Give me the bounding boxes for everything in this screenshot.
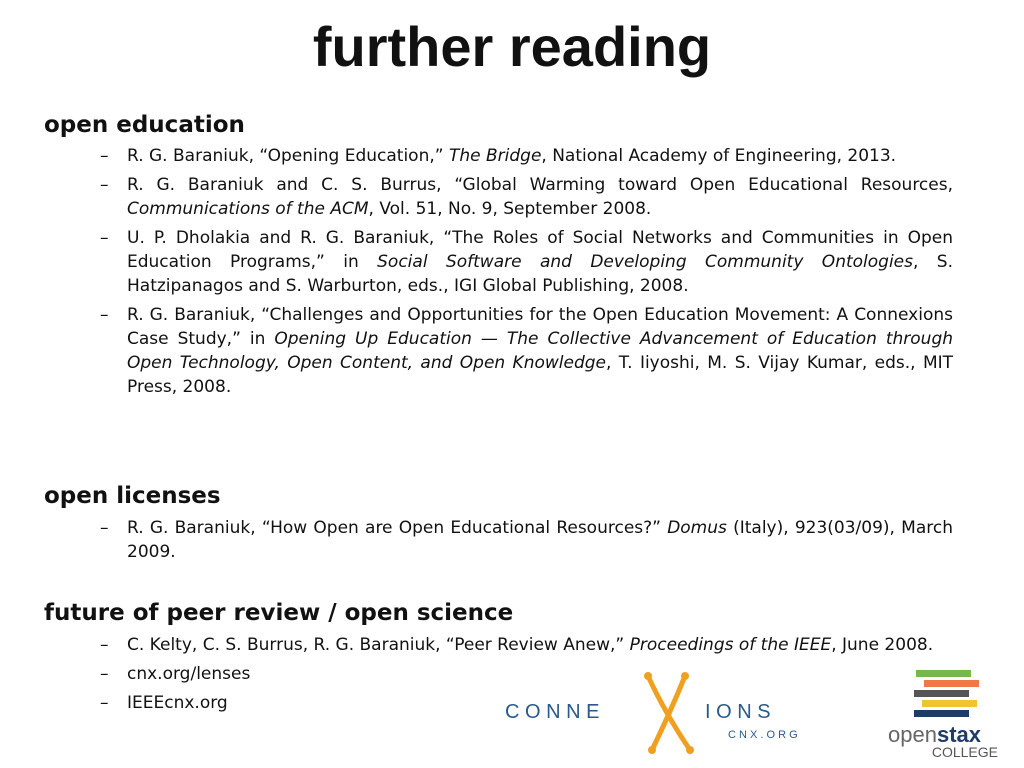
- openstax-wordmark-open: open: [888, 722, 937, 747]
- openstax-stack-icon: [914, 670, 979, 717]
- reference-text: R. G. Baraniuk, “How Open are Open Educational Resources?”: [127, 518, 668, 538]
- connexions-x-icon: [644, 672, 694, 754]
- list-dash: –: [100, 175, 109, 195]
- reference-publication: Social Software and Developing Community Ontologies: [377, 252, 913, 272]
- section-heading-open-education: open education: [44, 112, 245, 138]
- reference-item: [100, 226, 953, 298]
- reference-publication: Communications of the ACM: [127, 199, 369, 219]
- reference-link-text: IEEEcnx.org: [127, 693, 228, 713]
- connexions-logo: [500, 668, 825, 758]
- reference-text: R. G. Baraniuk and C. S. Burrus, “Global Warming toward Open Educational Resources,: [127, 175, 953, 195]
- list-dash: –: [100, 228, 109, 248]
- list-dash: –: [100, 635, 109, 655]
- reference-publication: Domus: [667, 518, 727, 538]
- reference-text: R. G. Baraniuk, “Challenges and Opportunities for the Open Education Movement: A Connexions Case Study,” in: [127, 305, 953, 349]
- reference-text: U. P. Dholakia and R. G. Baraniuk, “The Roles of Social Networks and Communities in Open Education Programs,” in: [127, 228, 953, 272]
- openstax-wordmark-stax: stax: [936, 722, 981, 747]
- connexions-wordmark-right: I O N S: [705, 701, 771, 723]
- reference-details: , S. Hatzipanagos and S. Warburton, eds., IGI Global Publishing, 2008.: [127, 252, 954, 296]
- openstax-college-logo: [884, 668, 1004, 760]
- list-dash: –: [100, 693, 109, 713]
- reference-details: , Vol. 51, No. 9, September 2008.: [368, 199, 652, 219]
- section-heading-peer-review: future of peer review / open science: [44, 600, 514, 626]
- reference-publication: The Bridge: [448, 146, 542, 166]
- reference-details: (Italy), 923(03/09), March 2009.: [127, 518, 953, 562]
- reference-item: [100, 173, 953, 221]
- reference-item: [100, 633, 953, 657]
- connexions-url: C N X . O R G: [728, 729, 798, 741]
- reference-list-open-education: [100, 144, 953, 404]
- connexions-wordmark-left: C O N N E: [505, 701, 600, 723]
- reference-text: C. Kelty, C. S. Burrus, R. G. Baraniuk, “Peer Review Anew,”: [127, 635, 630, 655]
- openstax-college-label: COLLEGE: [931, 744, 998, 760]
- list-dash: –: [100, 518, 109, 538]
- list-dash: –: [100, 146, 109, 166]
- reference-item: [100, 516, 953, 564]
- reference-publication: Proceedings of the IEEE: [629, 635, 832, 655]
- reference-details: , National Academy of Engineering, 2013.: [541, 146, 897, 166]
- reference-text: R. G. Baraniuk, “Opening Education,”: [127, 146, 449, 166]
- reference-item: [100, 303, 953, 399]
- reference-list-open-licenses: [100, 516, 953, 569]
- reference-item: [100, 144, 953, 168]
- reference-link-text: cnx.org/lenses: [127, 664, 251, 684]
- list-dash: –: [100, 305, 109, 325]
- reference-details: , June 2008.: [831, 635, 934, 655]
- reference-details: , T. Iiyoshi, M. S. Vijay Kumar, eds., MIT Press, 2008.: [127, 353, 954, 397]
- reference-publication: Opening Up Education — The Collective Advancement of Education through Open Technology, Open Content, and Open Knowledge: [127, 329, 954, 373]
- slide-title: further reading: [312, 15, 712, 78]
- section-heading-open-licenses: open licenses: [44, 483, 221, 509]
- list-dash: –: [100, 664, 109, 684]
